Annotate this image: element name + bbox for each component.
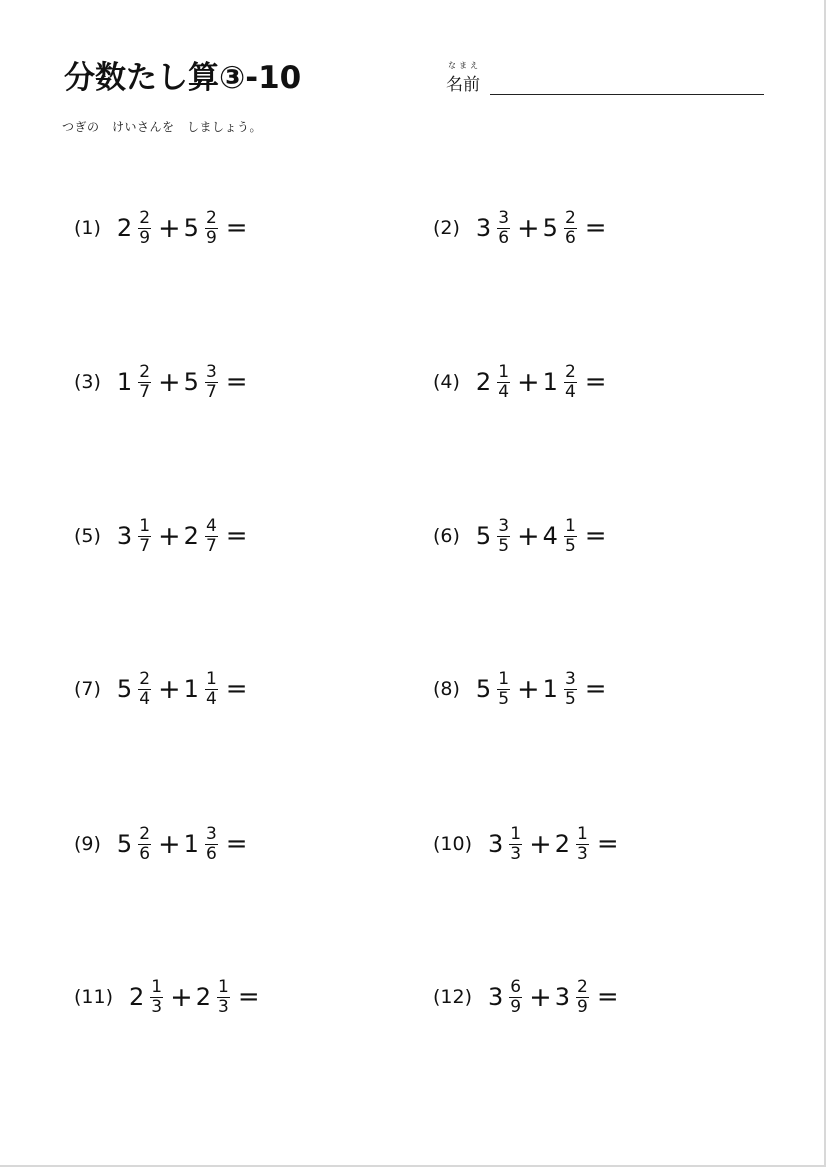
numerator-a: 2 [139, 207, 151, 228]
numerator-b: 1 [205, 668, 217, 689]
equals-sign: = [584, 521, 607, 551]
denominator-a: 4 [498, 381, 510, 402]
denominator-a: 7 [139, 535, 151, 556]
problem-number: (6) [433, 525, 460, 547]
equals-sign: = [584, 213, 607, 243]
whole-number-a: 1 [116, 368, 133, 396]
problem-9 [74, 816, 248, 872]
fraction-b [576, 978, 589, 1017]
problem-number: (11) [74, 986, 114, 1008]
problem-6 [433, 508, 607, 564]
equals-sign: = [584, 674, 607, 704]
numerator-a: 1 [510, 823, 522, 844]
plus-sign: + [517, 366, 540, 398]
equals-sign: = [584, 367, 607, 397]
whole-number-a: 2 [129, 983, 145, 1011]
numerator-a: 1 [139, 515, 151, 536]
numerator-b: 2 [564, 361, 576, 382]
equals-sign: = [596, 982, 619, 1012]
whole-number-b: 2 [554, 830, 571, 858]
equals-sign: = [596, 829, 619, 859]
name-line[interactable] [490, 94, 764, 95]
fraction-a [150, 978, 163, 1017]
whole-number-a: 3 [475, 214, 492, 242]
whole-number-a: 3 [488, 830, 504, 858]
plus-sign: + [158, 673, 181, 705]
denominator-a: 3 [151, 996, 163, 1017]
problem-5 [74, 508, 248, 564]
denominator-b: 7 [205, 535, 217, 556]
fraction-a [138, 670, 151, 709]
denominator-a: 5 [498, 688, 510, 709]
denominator-a: 6 [498, 227, 510, 248]
fraction-b [217, 978, 230, 1017]
name-label: 名前 [446, 75, 480, 95]
problem-11 [74, 969, 260, 1025]
equals-sign: = [225, 674, 248, 704]
fraction-b [576, 825, 589, 864]
plus-sign: + [529, 981, 552, 1013]
numerator-a: 1 [498, 668, 510, 689]
fraction-b [564, 209, 577, 248]
denominator-b: 4 [205, 688, 217, 709]
numerator-b: 1 [577, 823, 588, 844]
numerator-a: 3 [498, 207, 510, 228]
denominator-a: 9 [139, 227, 151, 248]
numerator-b: 2 [577, 976, 588, 997]
whole-number-b: 1 [542, 675, 558, 703]
whole-number-b: 4 [542, 522, 558, 550]
numerator-b: 2 [564, 207, 576, 228]
denominator-b: 7 [205, 381, 217, 402]
whole-number-a: 3 [116, 522, 133, 550]
whole-number-b: 1 [542, 368, 558, 396]
equals-sign: = [225, 367, 248, 397]
denominator-a: 4 [139, 688, 151, 709]
numerator-a: 2 [139, 361, 151, 382]
numerator-b: 1 [218, 976, 229, 997]
denominator-b: 6 [564, 227, 576, 248]
denominator-a: 6 [139, 843, 151, 864]
numerator-b: 3 [205, 823, 217, 844]
numerator-a: 1 [151, 976, 163, 997]
plus-sign: + [158, 828, 181, 860]
plus-sign: + [529, 828, 552, 860]
problem-3 [74, 354, 248, 410]
name-ruby: なまえ [448, 61, 481, 70]
problem-number: (8) [433, 678, 460, 700]
whole-number-a: 5 [116, 675, 133, 703]
fraction-b [205, 209, 218, 248]
fraction-b [205, 517, 218, 556]
problem-10 [433, 816, 619, 872]
plus-sign: + [158, 366, 181, 398]
problem-8 [433, 661, 607, 717]
whole-number-a: 2 [475, 368, 492, 396]
numerator-b: 3 [564, 668, 576, 689]
fraction-a [509, 978, 522, 1017]
denominator-a: 9 [510, 996, 522, 1017]
equals-sign: = [225, 213, 248, 243]
problem-number: (10) [433, 833, 473, 855]
denominator-b: 6 [205, 843, 217, 864]
fraction-a [497, 209, 510, 248]
denominator-b: 5 [564, 688, 576, 709]
denominator-a: 3 [510, 843, 522, 864]
problem-4 [433, 354, 607, 410]
whole-number-b: 5 [542, 214, 558, 242]
problem-number: (3) [74, 371, 101, 393]
whole-number-b: 1 [183, 675, 199, 703]
problem-2 [433, 200, 607, 256]
numerator-a: 6 [510, 976, 522, 997]
denominator-a: 5 [498, 535, 510, 556]
problem-number: (5) [74, 525, 101, 547]
fraction-a [138, 209, 151, 248]
fraction-b [564, 517, 577, 556]
fraction-a [497, 517, 510, 556]
numerator-b: 2 [205, 207, 217, 228]
equals-sign: = [225, 829, 248, 859]
denominator-b: 9 [205, 227, 217, 248]
plus-sign: + [517, 673, 540, 705]
fraction-b [564, 363, 577, 402]
numerator-a: 2 [139, 823, 151, 844]
numerator-a: 3 [498, 515, 510, 536]
fraction-b [205, 363, 218, 402]
numerator-b: 4 [205, 515, 217, 536]
numerator-a: 2 [139, 668, 151, 689]
plus-sign: + [170, 981, 193, 1013]
name-field-area [446, 58, 764, 96]
denominator-b: 3 [218, 996, 229, 1017]
denominator-b: 9 [577, 996, 588, 1017]
denominator-b: 5 [564, 535, 576, 556]
fraction-b [564, 670, 577, 709]
problem-number: (7) [74, 678, 101, 700]
whole-number-b: 3 [554, 983, 571, 1011]
whole-number-a: 2 [116, 214, 133, 242]
problem-number: (12) [433, 986, 473, 1008]
whole-number-b: 1 [183, 830, 199, 858]
problem-number: (2) [433, 217, 460, 239]
whole-number-b: 5 [183, 368, 199, 396]
problem-7 [74, 661, 248, 717]
whole-number-b: 2 [195, 983, 212, 1011]
equals-sign: = [237, 982, 260, 1012]
whole-number-a: 5 [475, 522, 492, 550]
whole-number-a: 5 [475, 675, 492, 703]
whole-number-b: 5 [183, 214, 199, 242]
equals-sign: = [225, 521, 248, 551]
fraction-a [509, 825, 522, 864]
fraction-b [205, 825, 218, 864]
plus-sign: + [517, 212, 540, 244]
plus-sign: + [158, 212, 181, 244]
instruction-text: つぎの けいさんを しましょう。 [62, 120, 263, 134]
numerator-b: 1 [564, 515, 576, 536]
fraction-a [497, 670, 510, 709]
whole-number-a: 3 [488, 983, 504, 1011]
fraction-b [205, 670, 218, 709]
plus-sign: + [158, 520, 181, 552]
fraction-a [497, 363, 510, 402]
denominator-a: 7 [139, 381, 151, 402]
plus-sign: + [517, 520, 540, 552]
problem-12 [433, 969, 619, 1025]
fraction-a [138, 517, 151, 556]
whole-number-a: 5 [116, 830, 133, 858]
worksheet-title: 分数たし算③-10 [64, 60, 302, 96]
numerator-a: 1 [498, 361, 510, 382]
problem-number: (9) [74, 833, 101, 855]
problem-number: (4) [433, 371, 460, 393]
fraction-a [138, 825, 151, 864]
problem-number: (1) [74, 217, 101, 239]
numerator-b: 3 [205, 361, 217, 382]
denominator-b: 4 [564, 381, 576, 402]
fraction-a [138, 363, 151, 402]
problem-1 [74, 200, 248, 256]
whole-number-b: 2 [183, 522, 199, 550]
denominator-b: 3 [577, 843, 588, 864]
